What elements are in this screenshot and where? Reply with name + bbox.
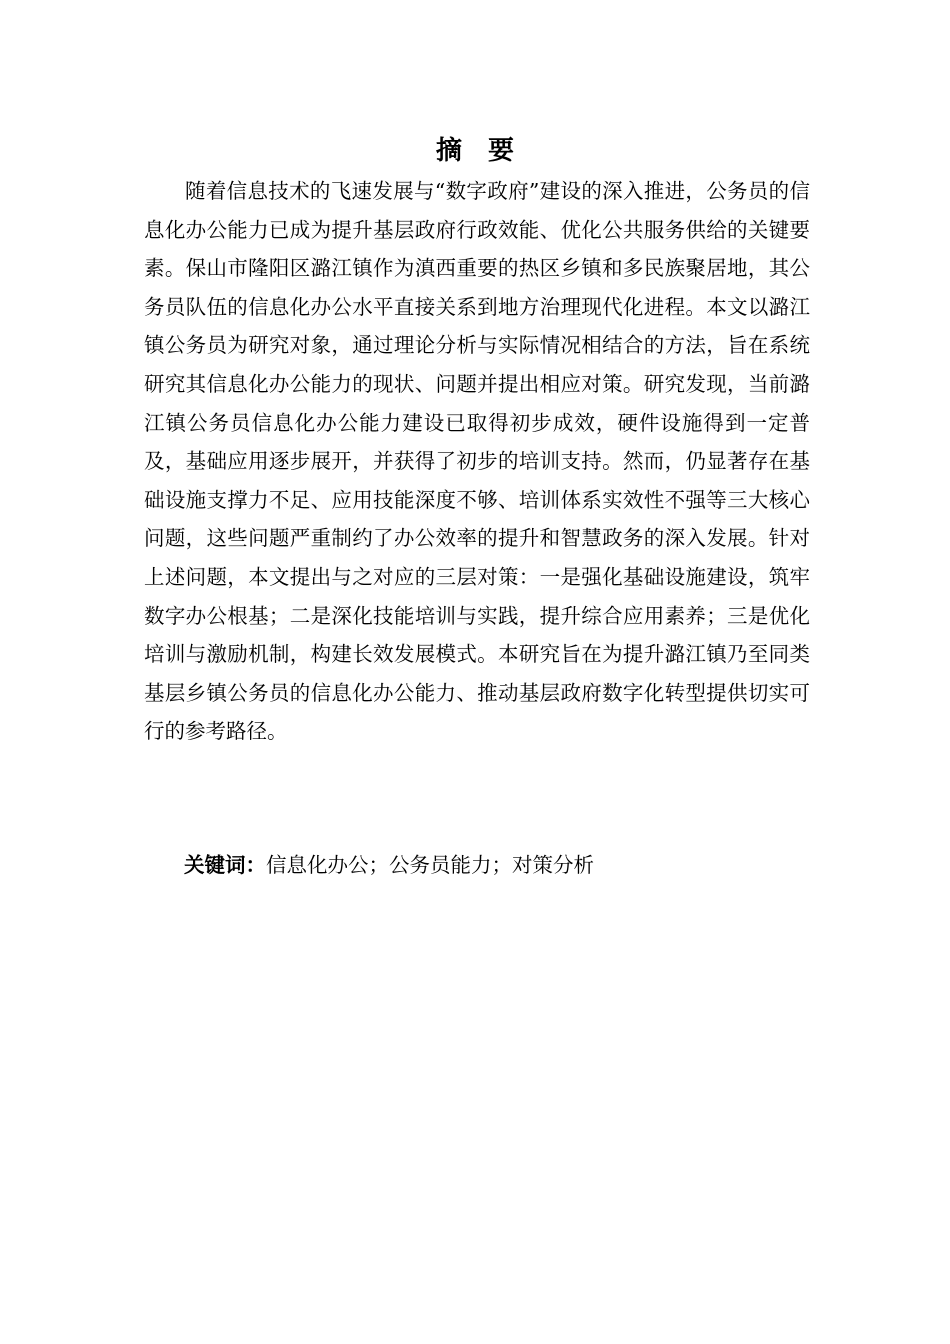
abstract-title: 摘要 xyxy=(435,136,540,167)
keywords-items: 信息化办公；公务员能力；对策分析 xyxy=(266,853,594,877)
abstract-body: 随着信息技术的飞速发展与“数字政府”建设的深入推进，公务员的信息化办公能力已成为提升基层政府行政效能、优化公共服务供给的关键要素。保山市隆阳区潞江镇作为滇西重要的热区乡镇和多民族聚居地，其公务员队伍的信息化办公水平直接关系到地方治理现代化进程。本文以潞江镇公务员为研究对象，通过理论分析与实际情况相结合的方法，旨在系统研究其信息化办公能力的现状、问题并提出相应对策。研究发现，当前潞江镇公务员信息化办公能力建设已取得初步成效，硬件设施得到一定普及，基础应用逐步展开，并获得了初步的培训支持。然而，仍显著存在基础设施支撑力不足、应用技能深度不够、培训体系实效性不强等三大核心问题，这些问题严重制约了办公效率的提升和智慧政务的深入发展。针对上述问题，本文提出与之对应的三层对策：一是强化基础设施建设，筑牢数字办公根基；二是深化技能培训与实践，提升综合应用素养；三是优化培训与激励机制，构建长效发展模式。本研究旨在为提升潞江镇乃至同类基层乡镇公务员的信息化办公能力、推动基层政府数字化转型提供切实可行的参考路径。 xyxy=(144,179,810,744)
keywords-label: 关键词： xyxy=(184,853,266,877)
keywords-line xyxy=(184,846,824,884)
